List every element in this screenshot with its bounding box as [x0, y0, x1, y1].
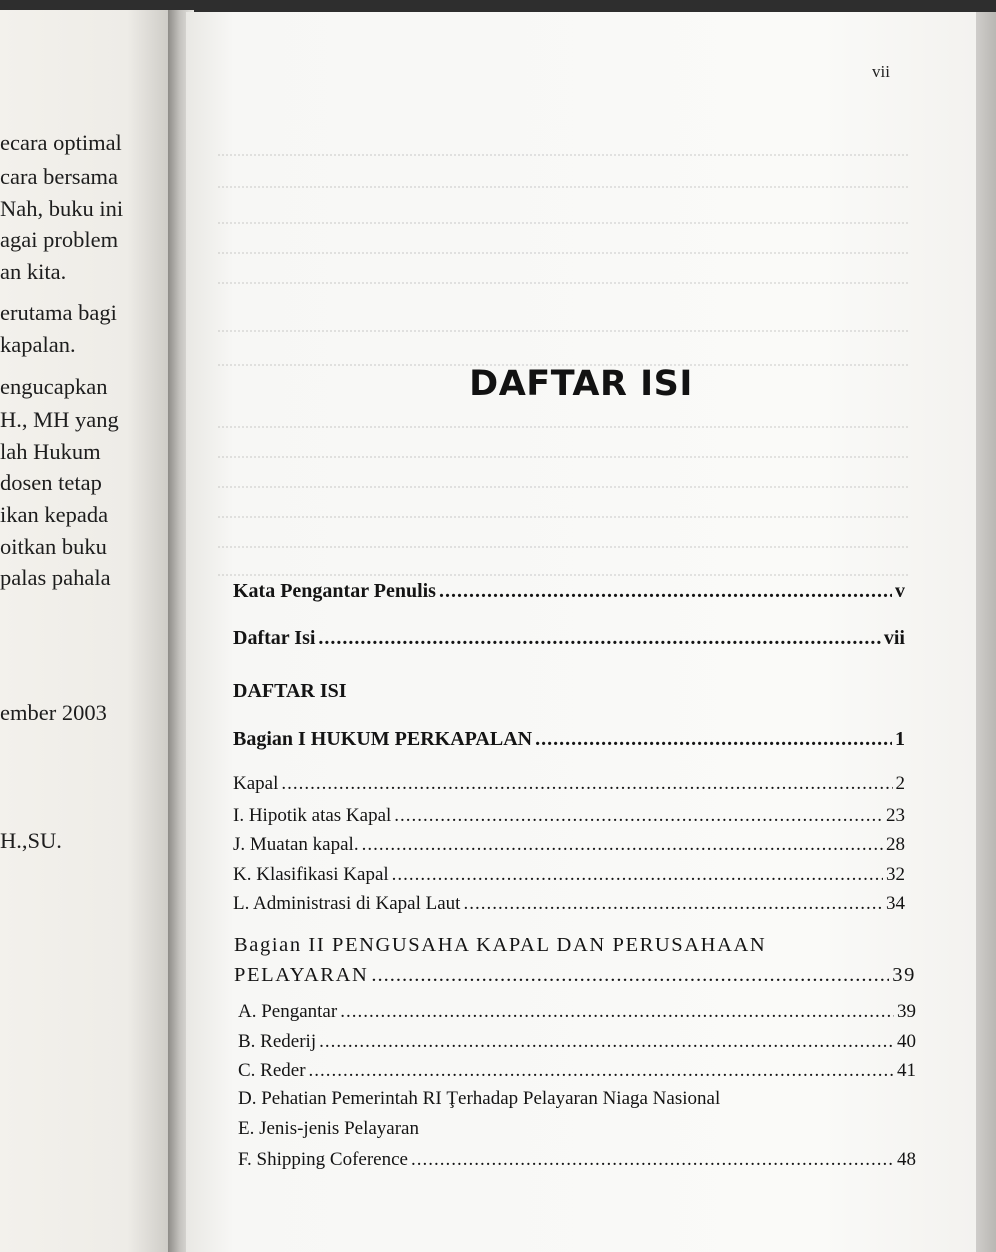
toc-leader-dots — [318, 627, 880, 650]
toc-section-heading — [233, 680, 347, 703]
toc-entry — [233, 728, 905, 751]
toc-leader-dots — [394, 805, 883, 827]
toc-entry-label: Bagian II PENGUSAHA KAPAL DAN PERUSAHAAN — [234, 934, 767, 956]
toc-entry-label: E. Jenis-jenis Pelayaran — [238, 1118, 419, 1139]
toc-entry-label: A. Pengantar — [238, 1001, 338, 1022]
toc-entry — [233, 773, 905, 795]
toc-leader-dots — [371, 964, 889, 987]
toc-entry-label: F. Shipping Coference — [238, 1149, 408, 1170]
toc-entry-label: K. Klasifikasi Kapal — [233, 864, 389, 885]
toc-entry-page: 32 — [886, 864, 905, 885]
toc-entry — [238, 1149, 916, 1171]
right-page — [186, 12, 976, 1252]
toc-entry — [233, 627, 905, 650]
toc-entry — [233, 834, 905, 856]
toc-entry-page: 34 — [886, 893, 905, 914]
toc-entry-page: v — [895, 580, 905, 602]
toc-leader-dots — [535, 728, 892, 751]
toc-leader-dots — [362, 834, 883, 856]
toc-entry — [234, 964, 916, 987]
toc-leader-dots — [340, 1001, 894, 1023]
toc-entry-label: D. Pehatian Pemerintah RI Ţerhadap Pelayaran Niaga Nasional — [238, 1088, 721, 1109]
left-page-line: ikan kepada — [0, 502, 109, 527]
toc-leader-dots — [463, 893, 883, 915]
toc-entry — [233, 864, 905, 886]
left-page-line: an kita. — [0, 259, 67, 284]
left-page-line: cara bersama — [0, 164, 119, 189]
left-page-line: Nah, buku ini — [0, 196, 124, 221]
left-page-line: agai problem — [0, 227, 119, 252]
left-page-line: H.,SU. — [0, 828, 62, 853]
left-page-line: lah Hukum — [0, 439, 101, 464]
toc-leader-dots — [309, 1060, 894, 1082]
toc-entry — [238, 1118, 419, 1140]
toc-entry — [238, 1001, 916, 1023]
toc-entry-label: B. Rederij — [238, 1031, 317, 1052]
toc-entry-label: Kapal — [233, 773, 279, 794]
toc-entry — [238, 1060, 916, 1082]
toc-leader-dots — [392, 864, 883, 886]
toc-entry-label: PELAYARAN — [234, 964, 369, 986]
left-page-line: dosen tetap — [0, 470, 102, 495]
toc-section-heading — [234, 934, 766, 957]
toc-entry — [238, 1031, 916, 1053]
toc-entry-label: J. Muatan kapal. — [233, 834, 359, 855]
left-page-line: erutama bagi — [0, 300, 117, 325]
toc-entry-label: DAFTAR ISI — [233, 680, 347, 702]
toc-entry — [233, 805, 905, 827]
toc-entry-page: 23 — [886, 805, 905, 826]
toc-leader-dots — [319, 1031, 894, 1053]
toc-entry-label: C. Reder — [238, 1060, 306, 1081]
left-page-line: kapalan. — [0, 332, 76, 357]
toc-entry-page: 48 — [897, 1149, 916, 1170]
toc-leader-dots — [281, 773, 892, 795]
toc-entry-label: L. Administrasi di Kapal Laut — [233, 893, 461, 914]
page-edge-shadow — [976, 12, 996, 1252]
left-page-line: palas pahala — [0, 565, 111, 590]
page-number: vii — [872, 62, 890, 81]
left-page — [0, 10, 182, 1252]
toc-entry — [233, 580, 905, 603]
toc-entry-label: Bagian I HUKUM PERKAPALAN — [233, 728, 533, 750]
toc-entry-page: 39 — [892, 964, 916, 986]
toc-leader-dots — [411, 1149, 894, 1171]
left-page-line: H., MH yang — [0, 407, 119, 432]
toc-entry-page: vii — [883, 627, 905, 649]
toc-entry-page: 39 — [897, 1001, 916, 1022]
left-page-line: oitkan buku — [0, 534, 107, 559]
page-title: DAFTAR ISI — [469, 364, 693, 404]
toc-entry-page: 1 — [895, 728, 905, 750]
toc-entry-label: Daftar Isi — [233, 627, 316, 649]
left-page-line: engucapkan — [0, 374, 108, 399]
toc-entry-page: 41 — [897, 1060, 916, 1081]
toc-leader-dots — [439, 580, 892, 603]
toc-entry — [238, 1088, 720, 1110]
toc-entry-label: I. Hipotik atas Kapal — [233, 805, 392, 826]
toc-entry-label: Kata Pengantar Penulis — [233, 580, 436, 602]
toc-entry-page: 2 — [895, 773, 905, 794]
left-page-line: ecara optimal — [0, 130, 122, 155]
toc-entry-page: 28 — [886, 834, 905, 855]
left-page-line: ember 2003 — [0, 700, 107, 725]
toc-entry — [233, 893, 905, 915]
toc-entry-page: 40 — [897, 1031, 916, 1052]
